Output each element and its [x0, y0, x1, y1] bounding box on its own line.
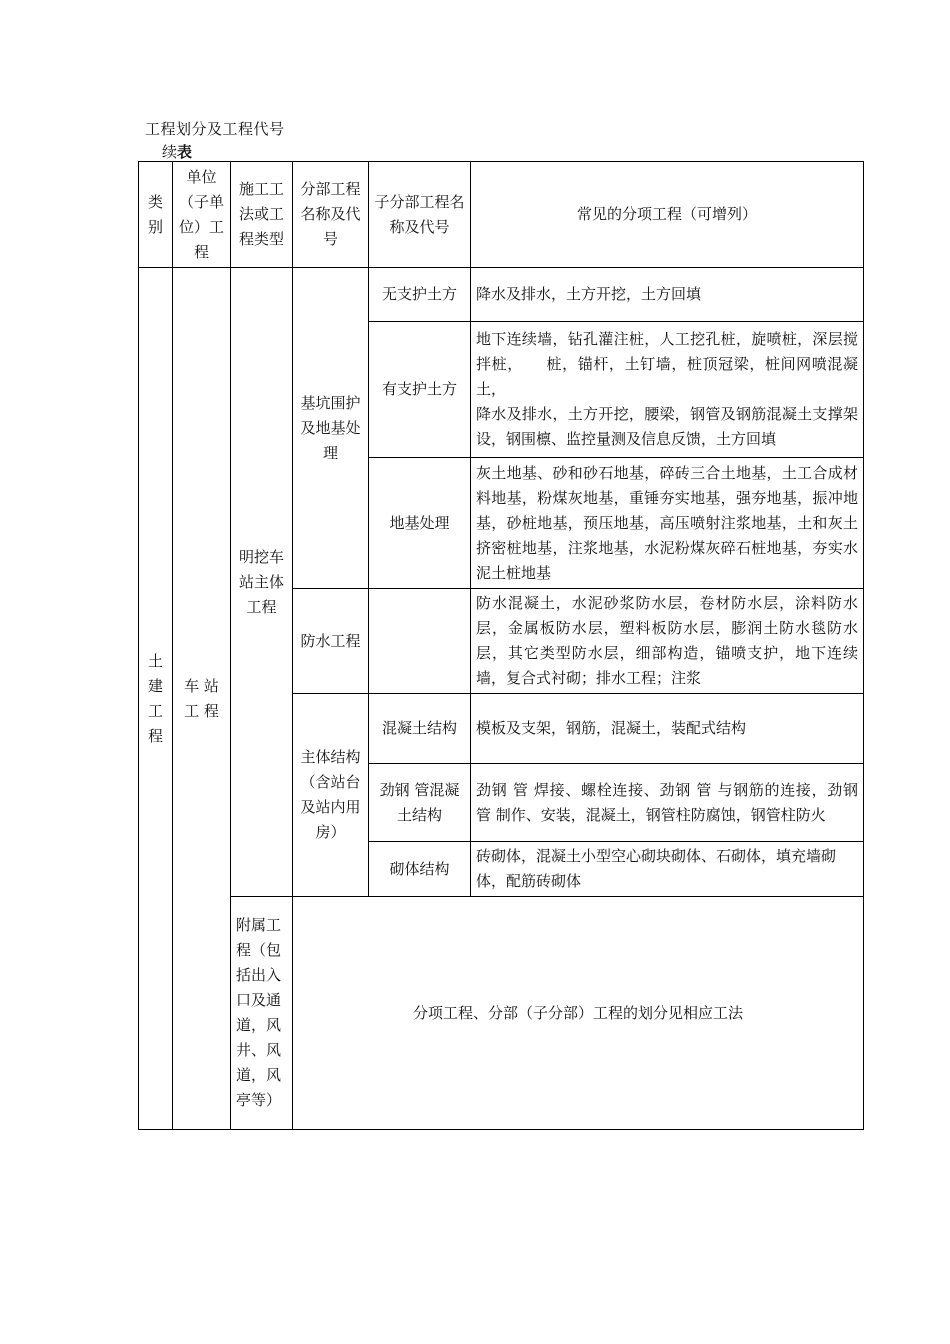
- items-support-cell: [471, 322, 864, 458]
- items-support-line-1: 地下连续墙，钻孔灌注桩，人工挖孔桩，旋喷桩，深层搅拌桩， 桩，锚杆，土钉墙，桩顶冠梁，桩间网喷混凝土，: [476, 330, 858, 398]
- method-aux-cell: 附属工程（包括出入口及通道，风井、风道，风亭等）: [231, 897, 293, 1130]
- items-ground-cell: 灰土地基、砂和砂石地基，碎砖三合土地基，土工合成材料地基，粉煤灰地基，重锤夯实地基，强夯地基，振冲地基，砂桩地基，预压地基，高压喷射注浆地基，土和灰土挤密桩地基，注浆地基，水泥粉煤灰碎石桩地基，夯实水泥土桩地基: [471, 458, 864, 589]
- subdivision-steel-cell: 劲钢 管混凝土结构: [369, 764, 471, 842]
- items-concrete-cell: 模板及支架，钢筋，混凝土，装配式结构: [471, 694, 864, 764]
- subdivision-ground-cell: 地基处理: [369, 458, 471, 589]
- items-aux-cell: 分项工程、分部（子分部）工程的划分见相应工法: [293, 897, 864, 1130]
- division-structure-cell: 主体结构（含站台及站内用房）: [293, 694, 369, 897]
- division-waterproof-cell: 防水工程: [293, 589, 369, 694]
- subdivision-concrete-cell: 混凝土结构: [369, 694, 471, 764]
- items-waterproof-cell: 防水混凝土，水泥砂浆防水层，卷材防水层，涂料防水层，金属板防水层，塑料板防水层，膨润土防水毯防水层，其它类型防水层，细部构造，锚喷支护，地下连续墙，复合式衬砌；排水工程；注浆: [471, 589, 864, 694]
- items-no-support-cell: 降水及排水，土方开挖，土方回填: [471, 268, 864, 322]
- items-steel-cell: 劲钢 管 焊接、螺栓连接、劲钢 管 与钢筋的连接，劲钢 管 制作、安装，混凝土，钢管柱防腐蚀，钢管柱防火: [471, 764, 864, 842]
- continued-label: [162, 141, 192, 162]
- items-masonry-cell: 砖砌体，混凝土小型空心砌块砌体、石砌体，填充墙砌体，配筋砖砌体: [471, 842, 864, 897]
- header-division: 分部工程名称及代号: [293, 162, 369, 268]
- unit-cell: 车 站 工 程: [173, 268, 231, 1130]
- table-row: [139, 268, 864, 322]
- subdivision-waterproof-empty-cell: [369, 589, 471, 694]
- header-items: 常见的分项工程（可增列）: [471, 162, 864, 268]
- table-row: [139, 897, 864, 1130]
- continued-prefix: 续: [162, 143, 178, 161]
- header-subdivision: 子分部工程名称及代号: [369, 162, 471, 268]
- method-main-cell: 明挖车站主体工程: [231, 268, 293, 897]
- subdivision-masonry-cell: 砌体结构: [369, 842, 471, 897]
- header-method: 施工工法或工程类型: [231, 162, 293, 268]
- items-support-line-2: 降水及排水，土方开挖，腰梁，钢管及钢筋混凝土支撑架设，钢围檩、监控量测及信息反馈，土方回填: [476, 405, 858, 448]
- subdivision-support-cell: 有支护土方: [369, 322, 471, 458]
- division-table: [138, 161, 864, 1130]
- document-title: 工程划分及工程代号: [145, 120, 285, 138]
- category-cell: 土建工程: [139, 268, 173, 1130]
- header-category: 类别: [139, 162, 173, 268]
- subdivision-no-support-cell: 无支护土方: [369, 268, 471, 322]
- division-foundation-cell: 基坑围护及地基处理: [293, 268, 369, 589]
- header-row: [139, 162, 864, 268]
- continued-bold: 表: [177, 143, 193, 161]
- header-unit: 单位（子单位）工程: [173, 162, 231, 268]
